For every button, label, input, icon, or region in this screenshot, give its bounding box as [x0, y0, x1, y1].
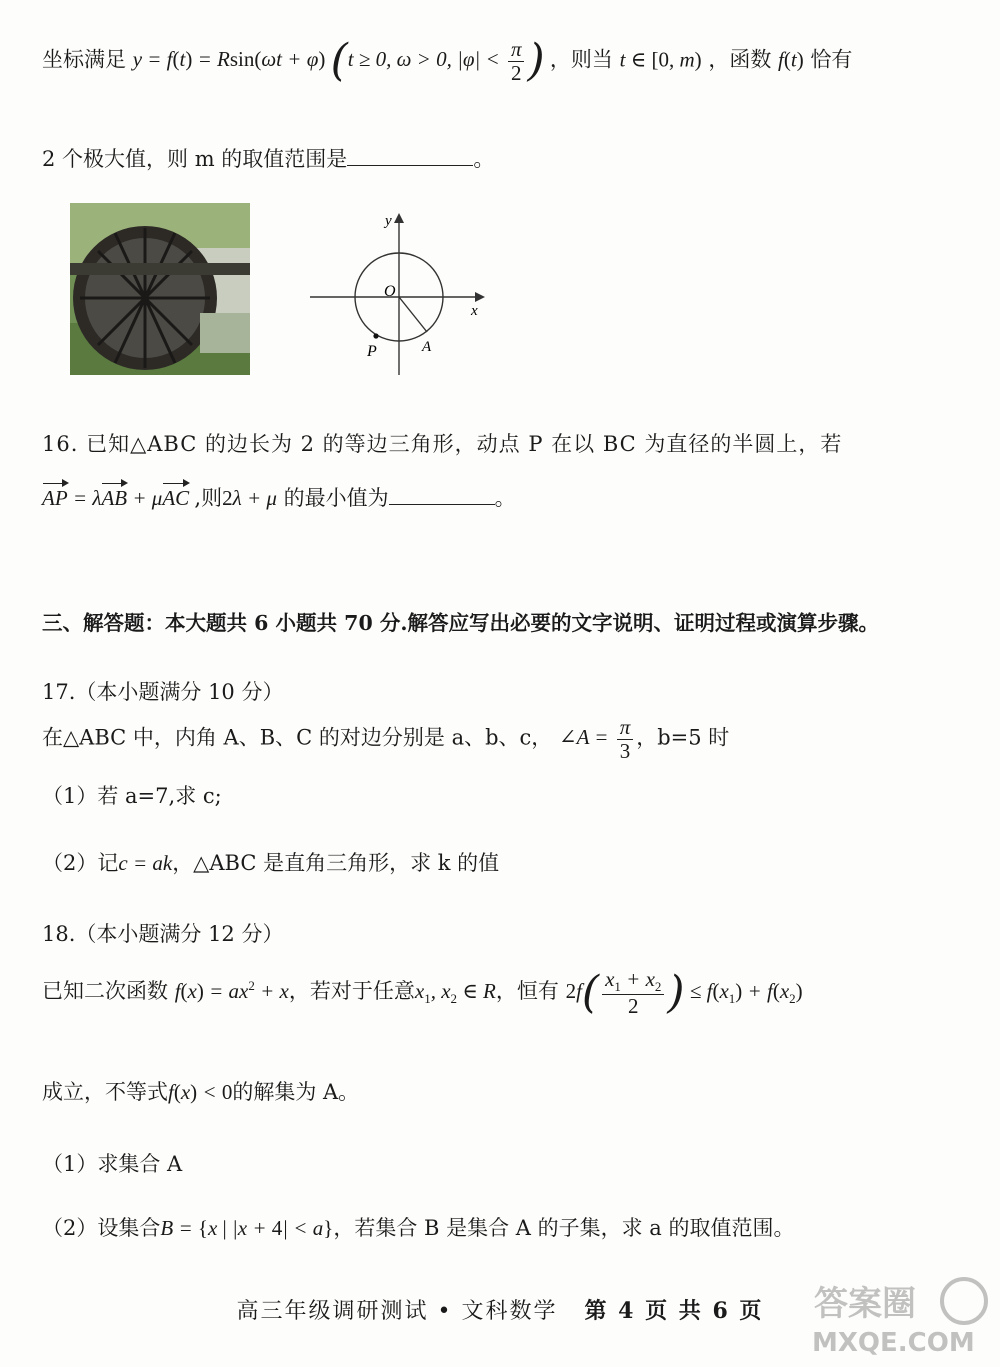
q18-stem	[42, 968, 803, 1019]
q17-part2-suffix: ，△ABC 是直角三角形，求 k 的值	[172, 851, 500, 875]
q18-vars: $x_1$, $x_2$ ∈ R	[414, 979, 496, 1007]
q15-formula-line	[42, 35, 853, 87]
q17-part2-prefix: （2）记	[42, 851, 119, 875]
q15-formula: y = f(t) = Rsin(ωt + φ) (t ≥ 0, ω > 0, |φ| < $\frac{\pi}{2}$ )	[132, 35, 545, 87]
q18-stem-mid2: ，恒有	[495, 979, 559, 1004]
q18-ineq2: f(x) < 0	[168, 1080, 233, 1104]
watermark-text-2: MXQE.COM	[812, 1328, 975, 1358]
q18-part1: （1）求集合 A	[42, 1152, 183, 1176]
q15-text-func: ，函数	[708, 47, 772, 72]
answer-blank-15[interactable]	[347, 163, 473, 166]
p-label: P	[367, 343, 377, 360]
q17-stem-prefix: 在△ABC 中，内角 A、B、C 的对边分别是 a、b、c，	[42, 725, 553, 750]
q16-line1: 16. 已知△ABC 的边长为 2 的等边三角形，动点 P 在以 BC 为直径的半圆上，若	[42, 432, 843, 456]
q15-text-end: 。	[473, 147, 495, 171]
q18-line2-prefix: 成立，不等式	[42, 1080, 168, 1104]
origin-label: O	[384, 283, 396, 300]
q16-text-end: 。	[494, 486, 516, 510]
q16-expr: 2λ + μ	[222, 486, 277, 510]
q18-part2	[42, 1212, 795, 1242]
watermark-circle-icon	[942, 1279, 986, 1323]
q15-text-line2: 2 个极大值，则 m 的取值范围是	[42, 147, 348, 171]
q18-stem-prefix: 已知二次函数	[42, 979, 168, 1004]
circle-diagram	[305, 205, 505, 380]
q17-angle: ∠A = $\frac{\pi}{3}$	[559, 725, 636, 749]
q15-text-then: ，则当	[549, 47, 613, 72]
a-label: A	[422, 339, 432, 355]
q15-text-has: 恰有	[810, 47, 853, 72]
q18-stem-mid1: ，若对于任意	[288, 979, 415, 1004]
watermark-logo	[804, 1273, 994, 1361]
y-label: y	[385, 213, 392, 229]
x-arrow-icon	[475, 292, 485, 302]
point-P-dot	[373, 333, 378, 338]
q18-part2-suffix: ，若集合 B 是集合 A 的子集，求 a 的取值范围。	[333, 1216, 795, 1240]
q17-c-ak: c = ak	[118, 851, 173, 875]
radius-OA	[399, 297, 427, 332]
q18-line2	[42, 1076, 359, 1106]
q15-text-prefix: 坐标满足	[42, 47, 126, 72]
q17-stem-suffix: ，b=5 时	[636, 725, 730, 750]
q16-text-tail: 的最小值为	[283, 486, 389, 510]
q18-function: $f(x) = ax^2 + x$	[174, 978, 289, 1004]
q16-text-mid: ,则	[194, 486, 223, 510]
q16-vector-equation: AP = λAB + μAC	[42, 486, 190, 510]
q17-part2	[42, 847, 499, 877]
q18-part2-prefix: （2）设集合	[42, 1216, 161, 1240]
footer-title: 高三年级调研测试 • 文科数学	[236, 1299, 558, 1324]
q18-line2-suffix: 的解集为 A。	[232, 1080, 360, 1104]
watermark-text-1: 答案圈	[814, 1284, 916, 1324]
q15-interval: t ∈ [0, m)	[619, 47, 702, 72]
q15-fname: f(t)	[778, 47, 804, 72]
q17-title: 17.（本小题满分 10 分）	[42, 680, 284, 704]
q17-stem	[42, 716, 729, 763]
q18-set-b: B = {x | |x + 4| < a}	[160, 1216, 334, 1240]
q15-question-line	[42, 143, 494, 173]
y-arrow-icon	[394, 213, 404, 223]
q18-inequality: 2f( $\frac{x_1 + x_2}{2}$ ) ≤ $f(x_1) + f(x_2)$	[565, 967, 803, 1019]
q18-title: 18.（本小题满分 12 分）	[42, 922, 284, 946]
q16-line2	[42, 482, 516, 512]
x-label: x	[471, 303, 478, 319]
q17-part1: （1）若 a=7,求 c;	[42, 784, 222, 808]
section-3-heading: 三、解答题：本大题共 6 小题共 70 分.解答应写出必要的文字说明、证明过程或演算步骤。	[42, 611, 879, 635]
water-wheel-photo	[70, 203, 250, 375]
footer-page-number: 第 4 页 共 6 页	[584, 1298, 764, 1324]
answer-blank-16[interactable]	[389, 502, 495, 505]
